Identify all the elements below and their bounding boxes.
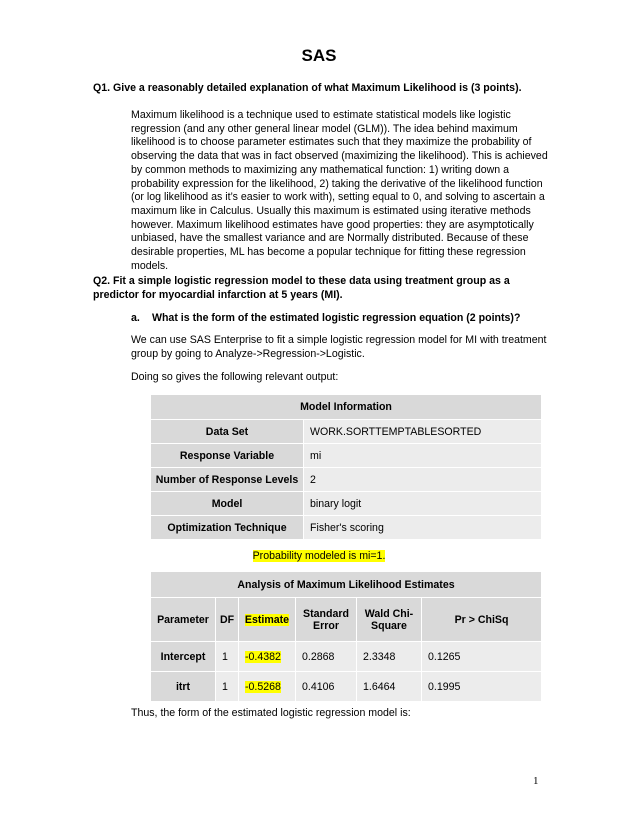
mle-estimate-text: -0.5268 — [245, 680, 281, 693]
q1-heading: Q1. Give a reasonably detailed explanation of what Maximum Likelihood is (3 points). — [93, 82, 522, 94]
table-row — [151, 492, 542, 516]
mle-title: Analysis of Maximum Likelihood Estimates — [151, 572, 542, 598]
mle-table — [150, 571, 542, 702]
q2-heading: Q2. Fit a simple logistic regression model to these data using treatment group as a predictor for myocardial infarction at 5 years (MI). — [93, 275, 510, 301]
model-info-value: mi — [304, 444, 542, 468]
page-title: SAS — [301, 46, 337, 65]
q2-para-output: Doing so gives the following relevant output: — [131, 371, 339, 383]
mle-df: 1 — [216, 642, 239, 672]
mle-std-error: 0.2868 — [296, 642, 357, 672]
model-info-value: WORK.SORTTEMPTABLESORTED — [304, 420, 542, 444]
mle-estimate — [239, 672, 296, 702]
mle-std-error: 0.4106 — [296, 672, 357, 702]
mle-pvalue: 0.1995 — [422, 672, 542, 702]
model-info-key: Response Variable — [151, 444, 304, 468]
mle-df: 1 — [216, 672, 239, 702]
mle-param: itrt — [151, 672, 216, 702]
q2-part-a — [131, 312, 551, 324]
part-a-label: a. — [131, 312, 140, 324]
probability-modeled-text: Probability modeled is mi=1. — [252, 550, 386, 562]
model-info-title: Model Information — [151, 395, 542, 420]
mle-header-row — [151, 598, 542, 642]
mle-header-df: DF — [216, 598, 239, 642]
part-a-question: What is the form of the estimated logistic regression equation (2 points)? — [151, 312, 521, 324]
model-info-key: Optimization Technique — [151, 516, 304, 540]
thus-sentence: Thus, the form of the estimated logistic regression model is: — [131, 707, 411, 719]
probability-modeled-note — [0, 550, 638, 562]
model-info-key: Data Set — [151, 420, 304, 444]
mle-header-wald: Wald Chi-Square — [357, 598, 422, 642]
table-row — [151, 516, 542, 540]
model-info-key: Number of Response Levels — [151, 468, 304, 492]
mle-header-parameter: Parameter — [151, 598, 216, 642]
page-number: 1 — [533, 775, 539, 787]
model-info-value: Fisher's scoring — [304, 516, 542, 540]
table-row — [151, 444, 542, 468]
table-row — [151, 420, 542, 444]
mle-header-estimate-text: Estimate — [244, 613, 290, 626]
mle-header-std-error: Standard Error — [296, 598, 357, 642]
q1-answer: Maximum likelihood is a technique used to estimate statistical models like logistic regression (and any other general linear model (GLM)). The idea behind maximum likelihood is to choose parameter estimates such that they maximize the probability of observing the data that was in fact observed (maximizing the likelihood). This is achieved by common methods to maximizing any mathematical function: 1) writing down a probability expression for the likelihood, 2) taking the derivative of the likelihood function (or log likelihood as it’s easier to work with), setting equal to 0, and solving to ascertain a maximum like in Calculus. Usually this maximum is estimated using iterative methods however. Maximum likelihood estimates have good properties: they are asymptotically unbiased, have the smallest variance and are Normally distributed. Because of these desirable properties, ML has become a popular technique for fitting these regression models. — [131, 109, 548, 272]
model-information-table — [150, 394, 542, 540]
mle-wald: 1.6464 — [357, 672, 422, 702]
model-info-value: binary logit — [304, 492, 542, 516]
mle-pvalue: 0.1265 — [422, 642, 542, 672]
model-info-value: 2 — [304, 468, 542, 492]
table-row — [151, 468, 542, 492]
mle-estimate-text: -0.4382 — [245, 650, 281, 663]
mle-estimate — [239, 642, 296, 672]
table-row — [151, 642, 542, 672]
mle-param: Intercept — [151, 642, 216, 672]
table-row — [151, 672, 542, 702]
mle-header-pvalue: Pr > ChiSq — [422, 598, 542, 642]
mle-header-estimate — [239, 598, 296, 642]
mle-wald: 2.3348 — [357, 642, 422, 672]
model-info-key: Model — [151, 492, 304, 516]
q2-para-method: We can use SAS Enterprise to fit a simple logistic regression model for MI with treatment group by going to Analyze->Regression->Logistic. — [131, 334, 547, 360]
